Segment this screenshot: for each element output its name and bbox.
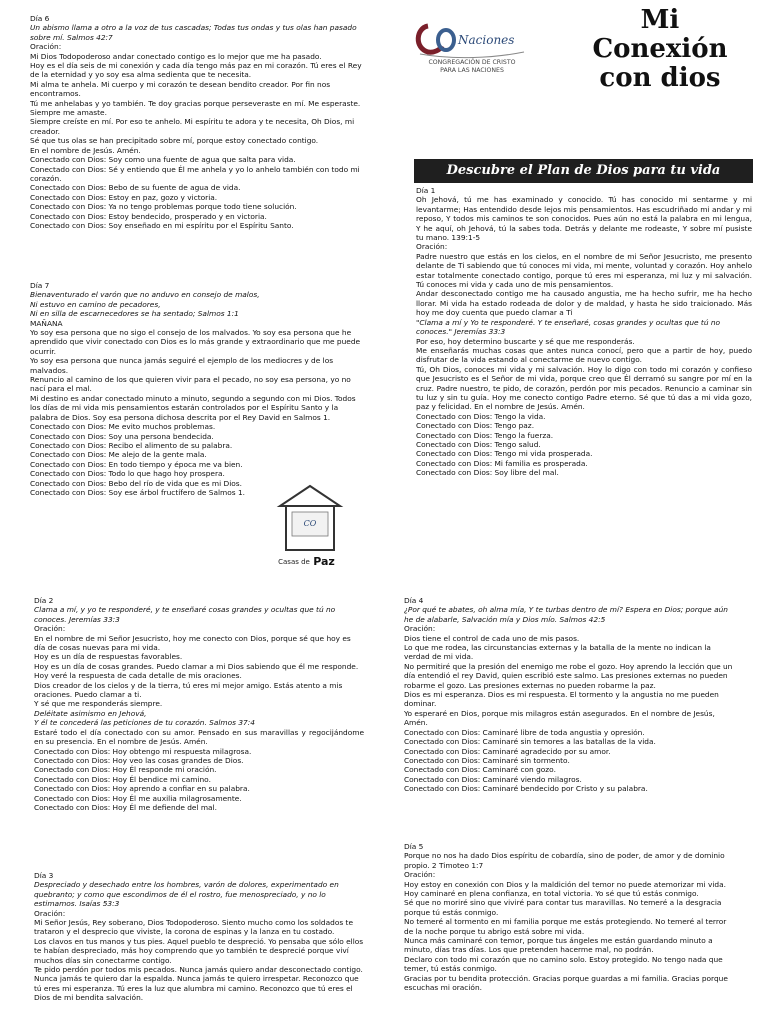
dia7-line: Renuncio al camino de los que quieren vivir para el pecado, no soy esa persona, yo no nací para el mal.	[30, 375, 351, 394]
house-word: Paz	[313, 555, 335, 568]
dia1-line: Conectado con Dios: Tengo la vida.	[416, 411, 546, 421]
dia5-line: Porque no nos ha dado Dios espíritu de cobardía, sino de poder, de amor y de dominio propio. 2 Timoteo 1:7	[404, 851, 725, 870]
dia2-line: Conectado con Dios: Hoy obtengo mi respuesta milagrosa.	[34, 746, 252, 756]
dia6-line: Conectado con Dios: Sé y entiendo que Él me anhela y yo lo anhelo también con todo mi corazón.	[30, 164, 360, 183]
dia7-line: Conectado con Dios: Soy una persona bendecida.	[30, 431, 214, 441]
dia4-line: Dios es mi esperanza. Dios es mi respuesta. El tormento y la angustia no me pueden dominar.	[404, 690, 719, 709]
dia2-line: Y él te concederá las peticiones de tu corazón. Salmos 37:4	[34, 718, 255, 728]
day1-section	[416, 186, 752, 558]
dia1-line: Andar desconectado contigo me ha causado angustia, me ha hecho sufrir, me ha hecho llorar. Mi vida ha estado rodeada de dolor y de maldad, y hasta he sido traicionado. Más hoy me doy cuenta que puedo clamar a Ti	[416, 289, 752, 318]
day3-section	[34, 871, 364, 1024]
dia1-line: Oración:	[416, 242, 448, 252]
dia5-line: No temeré al tormento en mi familia porque me estás protegiendo. No temeré al terror de la noche porque tu abrigo está sobre mi vida.	[404, 917, 727, 936]
dia6-line: Tú me anhelabas y yo también. Te doy gracias porque perseveraste en mí. Me esperaste. Siempre me amaste.	[30, 98, 361, 118]
dia6-line: Un abismo llama a otro a la voz de tus cascadas; Todas tus ondas y tus olas han pasado sobre mí. Salmos 42:7	[30, 23, 357, 42]
dia6-line: Hoy es el día seis de mi conexión y cada día tengo más paz en mi corazón. Tú eres el Rey de la eternidad y yo soy esa alma sedienta que te necesita.	[30, 61, 362, 80]
dia2-line: Hoy veré la respuesta de cada detalle de mis oraciones.	[34, 671, 242, 681]
dia2-line: Conectado con Dios: Hoy Él responde mi oración.	[34, 765, 217, 775]
dia1-heading: Día 1	[416, 186, 436, 195]
dia2-heading: Día 2	[34, 596, 54, 605]
day4-section	[404, 596, 736, 836]
dia5-line: Hoy estoy en conexión con Dios y la maldición del temor no puede atemorizar mi vida.	[404, 879, 726, 889]
dia4-line: Dios tiene el control de cada uno de mis pasos.	[404, 633, 580, 643]
dia6-line: Conectado con Dios: Soy como una fuente de agua que salta para vida.	[30, 155, 296, 165]
dia6-line: Mi alma te anhela. Mi cuerpo y mi corazón te desean bendito creador. Por fin nos encontramos.	[30, 79, 331, 99]
dia4-line: Conectado con Dios: Caminaré bendecido por Cristo y su palabra.	[404, 784, 648, 794]
dia6-line: En el nombre de Jesús. Amén.	[30, 145, 141, 155]
dia5-line: Sé que no moriré sino que viviré para contar tus maravillas. No temeré a la desgracia porque tú estás conmigo.	[404, 898, 722, 917]
dia6-line: Conectado con Dios: Soy enseñado en mi espíritu por el Espíritu Santo.	[30, 220, 294, 230]
dia3-heading: Día 3	[34, 871, 54, 880]
day2-section	[34, 596, 364, 866]
dia7-line: Mi destino es andar conectado minuto a minuto, segundo a segundo con mi Dios. Todos los días de mi vida mis pensamientos estarán controlados por el Espíritu Santo y la palabra de Dios. Soy esa persona dichosa descrita por el Rey David en Salmos 1.	[30, 393, 356, 422]
dia1-line: Conectado con Dios: Tengo mi vida prosperada.	[416, 449, 593, 459]
dia5-line: Nunca más caminaré con temor, porque tus ángeles me están guardando minuto a minuto, días tras días. Los que pretenden hacerme mal, no podrán.	[404, 936, 713, 955]
dia1-line: Conectado con Dios: Tengo paz.	[416, 421, 535, 431]
dia6-line: Siempre creíste en mí. Por eso te anhelo. Mi espíritu te adora y te necesita, Oh Dios, mi creador.	[30, 117, 355, 136]
dia1-line: Conectado con Dios: Tengo la fuerza.	[416, 430, 554, 440]
dia7-line: Conectado con Dios: Bebo del río de vida que es mi Dios.	[30, 478, 242, 488]
dia7-line: Conectado con Dios: Me alejo de la gente mala.	[30, 450, 207, 460]
dia7-line: Bienaventurado el varón que no anduvo en consejo de malos,	[30, 290, 260, 300]
dia5-line: Hoy caminaré en plena confianza, en total victoria. Yo sé que tú estás conmigo.	[404, 889, 699, 899]
dia2-line: Conectado con Dios: Hoy veo las cosas grandes de Dios.	[34, 755, 244, 765]
dia6-line: Conectado con Dios: Ya no tengo problemas porque todo tiene solución.	[30, 202, 297, 212]
dia2-line: Deléitate asimismo en Jehová,	[34, 708, 147, 718]
dia1-line: Conectado con Dios: Mi familia es prosperada.	[416, 458, 588, 468]
dia3-line: Oración:	[34, 908, 66, 918]
dia2-line: Dios creador de los cielos y de la tierra, tú eres mi mejor amigo. Estás atento a mis oraciones. Puedo clamar a ti.	[34, 680, 343, 700]
dia1-line: Tú, Oh Dios, conoces mi vida y mi salvación. Hoy lo digo con todo mi corazón y confieso que Jesucristo es el Señor de mi vida, porque creo que Él derramó su sangre por mí en la cruz. Padre nuestro, te pido, de corazón, perdón por mis pecados. Renuncio a caminar sin tu luz y sin tu guía. Hoy me conecto contigo Padre eterno. Sé que tú das a mi vida gozo, paz y felicidad. En el nombre de Jesús. Amén.	[416, 364, 752, 412]
dia4-heading: Día 4	[404, 596, 424, 605]
dia4-line: Conectado con Dios: Caminaré con gozo.	[404, 765, 556, 775]
dia6-line: Conectado con Dios: Estoy en paz, gozo y victoria.	[30, 192, 218, 202]
dia3-line: Te pido perdón por todos mis pecados. Nunca jamás quiero andar desconectado contigo. Nunca jamás te quiero dar la espalda. Nunca jamás te quiero irrespetar. Reconozco que tú eres mi esperanza. Tú eres la luz que alumbra mi camino. Reconozco que tú eres el Dios de mi bendita salvación.	[34, 965, 363, 1003]
dia4-line: Oración:	[404, 624, 436, 634]
casas-de-paz-logo	[276, 484, 344, 570]
dia7-line: Conectado con Dios: Me evito muchos problemas.	[30, 422, 216, 432]
dia2-line: Estaré todo el día conectado con su amor. Pensado en sus maravillas y regocijándome en su presencia. En el nombre de Jesús. Amén.	[34, 727, 364, 747]
dia3-line: Despreciado y desechado entre los hombres, varón de dolores, experimentado en quebranto; y como que escondimos de él el rostro, fue menospreciado, y no lo estimamos. Isaías 53:3	[34, 880, 339, 909]
dia6-line: Oración:	[30, 42, 62, 52]
dia4-line: Conectado con Dios: Caminaré viendo milagros.	[404, 774, 582, 784]
day6-section	[30, 14, 362, 276]
dia1-line: Conectado con Dios: Tengo salud.	[416, 439, 541, 449]
dia1-line: "Clama a mí y Yo te responderé. Y te enseñaré, cosas grandes y ocultas que tú no conoces." Jeremías 33:3	[416, 317, 721, 337]
dia6-line: Mi Dios Todopoderoso andar conectado contigo es lo mejor que me ha pasado.	[30, 51, 322, 61]
dia7-line: Yo soy esa persona que nunca jamás seguiré el ejemplo de los mediocres y de los malvados.	[30, 356, 334, 375]
dia7-line: MAÑANA	[30, 318, 63, 328]
dia6-line: Conectado con Dios: Bebo de su fuente de agua de vida.	[30, 183, 241, 193]
dia7-line: Ni estuvo en camino de pecadores,	[30, 299, 161, 309]
dia2-line: Y sé que me responderás siempre.	[34, 699, 163, 709]
dia5-line: Oración:	[404, 870, 436, 880]
congregation-logo	[414, 14, 530, 78]
dia2-line: Hoy es un día de cosas grandes. Puedo clamar a mi Dios sabiendo que él me responde.	[34, 661, 359, 671]
dia4-line: Conectado con Dios: Caminaré libre de toda angustia y opresión.	[404, 727, 645, 737]
house-label: Casas de	[278, 558, 310, 566]
title-line2: Conexión	[592, 34, 728, 64]
dia3-line: Los clavos en tus manos y tus pies. Aquel pueblo te despreció. Yo pensaba que sólo ellos te habían despreciado, más hoy comprendo que yo también te desprecié porque viví muchos días sin conectarme contigo.	[34, 936, 364, 965]
dia4-line: Yo esperaré en Dios, porque mis milagros están asegurados. En el nombre de Jesús, Amén.	[404, 708, 715, 728]
dia5-line: Gracias por tu bendita protección. Gracias porque guardas a mi familia. Gracias porque escuchas mi oración.	[404, 973, 728, 993]
dia6-line: Sé que tus olas se han precipitado sobre mí, porque estoy conectado contigo.	[30, 136, 319, 146]
dia2-line: Conectado con Dios: Hoy Él bendice mi camino.	[34, 774, 211, 784]
dia7-line: Conectado con Dios: En todo tiempo y época me va bien.	[30, 459, 243, 469]
dia7-line: Conectado con Dios: Soy ese árbol fructífero de Salmos 1.	[30, 487, 246, 497]
logo-line1: CONGREGACIÓN DE CRISTO	[428, 59, 516, 66]
dia2-line: Conectado con Dios: Hoy Él me auxilia milagrosamente.	[34, 793, 242, 803]
logo-line2: PARA LAS NACIONES	[440, 67, 504, 74]
dia4-line: ¿Por qué te abates, oh alma mía, Y te turbas dentro de mí? Espera en Dios; porque aún he de alabarle, Salvación mía y Dios mío. Salmos 42:5	[404, 605, 728, 624]
dia7-line: Conectado con Dios: Todo lo que hago hoy prospera.	[30, 469, 225, 479]
dia4-line: Conectado con Dios: Caminaré sin temores a las batallas de la vida.	[404, 737, 656, 747]
page-title	[560, 6, 760, 93]
plan-banner: Descubre el Plan de Dios para tu vida	[414, 159, 753, 183]
svg-text:CO: CO	[303, 519, 317, 528]
dia4-line: Lo que me rodea, las circunstancias externas y la batalla de la mente no indican la verdad de mi vida.	[404, 643, 711, 662]
dia7-line: Yo soy esa persona que no sigo el consejo de los malvados. Yo soy esa persona que he aprendido que vivir conectado con Dios es lo más grande y extraordinario que me puede ocurrir.	[30, 328, 361, 356]
dia6-line: Conectado con Dios: Estoy bendecido, prosperado y en victoria.	[30, 211, 267, 221]
dia1-line: Por eso, hoy determino buscarte y sé que me responderás.	[416, 336, 635, 346]
dia4-line: Conectado con Dios: Caminaré agradecido por su amor.	[404, 746, 611, 756]
dia7-heading: Día 7	[30, 281, 50, 290]
dia7-line: Ni en silla de escarnecedores se ha sentado; Salmos 1:1	[30, 309, 239, 319]
title-line3: con dios	[599, 63, 721, 93]
dia4-line: No permitiré que la presión del enemigo me robe el gozo. Hoy aprendo la lección que un día entendió el rey David, quien escribió este salmo. Las presiones externas no pueden robarme el gozo. Las presiones externas no pueden robarme la paz.	[404, 661, 733, 690]
dia2-line: Conectado con Dios: Hoy aprendo a confiar en su palabra.	[34, 784, 250, 794]
day5-section	[404, 842, 736, 1024]
dia2-line: Hoy es un día de respuestas favorables.	[34, 652, 183, 662]
dia4-line: Conectado con Dios: Caminaré sin tormento.	[404, 755, 570, 765]
dia5-heading: Día 5	[404, 842, 424, 851]
dia5-line: Declaro con todo mi corazón que no camino solo. Estoy protegido. No tengo nada que temer, tú estás conmigo.	[404, 954, 723, 974]
dia2-line: Clama a mí, y yo te responderé, y te enseñaré cosas grandes y ocultas que tú no conoces. Jeremías 33:3	[34, 605, 336, 624]
logo-name: Naciones	[458, 33, 515, 47]
dia2-line: Oración:	[34, 624, 66, 634]
dia1-line: Conectado con Dios: Soy libre del mal.	[416, 468, 559, 478]
dia1-line: Padre nuestro que estás en los cielos, en el nombre de mi Señor Jesucristo, me presento delante de Ti sabiendo que tú conoces mi vida, mi mente, voluntad y corazón. Hoy anhelo estar totalmente conectado contigo, porque tú eres mi esperanza, mi luz y mi salvación. Tú conoces mi vida y cada uno de mis pensamientos.	[416, 251, 752, 290]
title-line1: Mi	[640, 5, 680, 35]
dia3-line: Mi Señor Jesús, Rey soberano, Dios Todopoderoso. Siento mucho como los soldados te trataron y el desprecio que viviste, la corona de espinas y la lanza en tu costado.	[34, 918, 354, 937]
dia2-line: Conectado con Dios: Hoy Él me defiende del mal.	[34, 802, 217, 812]
dia7-line: Conectado con Dios: Recibo el alimento de su palabra.	[30, 440, 233, 450]
dia1-line: Me enseñarás muchas cosas que antes nunca conocí, pero que a partir de hoy, puedo disfrutar de la vida estando al conectarme de nuevo contigo.	[416, 345, 752, 365]
dia6-heading: Día 6	[30, 14, 50, 23]
dia2-line: En el nombre de mi Señor Jesucristo, hoy me conecto con Dios, porque sé que hoy es día de cosas nuevas para mi vida.	[34, 633, 351, 653]
dia1-line: Oh Jehová, tú me has examinado y conocido. Tú has conocido mi sentarme y mi levantarme; Has entendido desde lejos mis pensamientos. Has escudriñado mi andar y mi reposo, Y todos mis caminos te son conocidos. Pues aún no está la palabra en mi lengua, Y he aquí, oh Jehová, tú la sabes toda. Detrás y delante me rodeaste, Y sobre mí pusiste tu mano. 139:1-5	[416, 195, 752, 243]
